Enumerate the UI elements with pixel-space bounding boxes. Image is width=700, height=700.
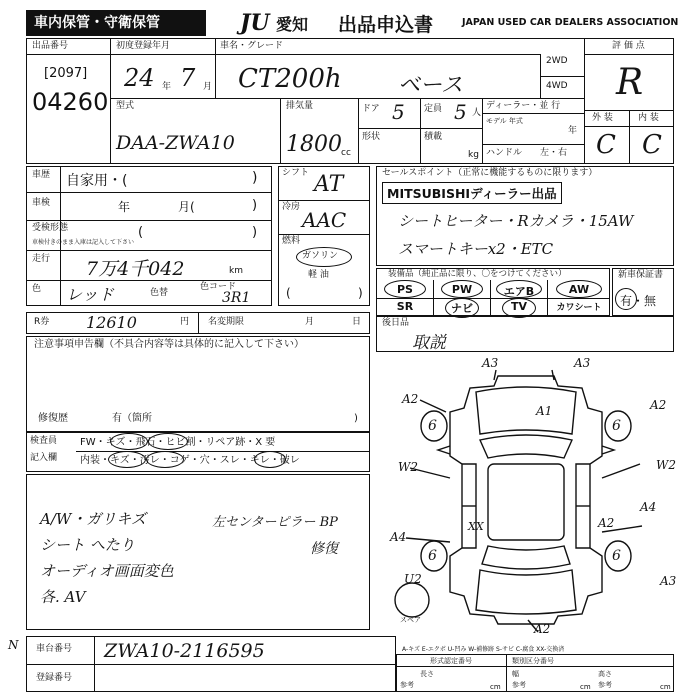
damage-mark-a3-rear: A3 <box>660 574 677 588</box>
mark-chip-circle <box>148 433 188 450</box>
shift-label: シフト <box>282 168 310 178</box>
exterior-score: C <box>596 130 616 160</box>
mileage-value: 7万4千042 <box>86 258 185 280</box>
length-cm: cm <box>490 683 501 691</box>
car-roof <box>488 464 564 540</box>
repair-close: ) <box>354 413 358 424</box>
ac-value: AAC <box>302 208 347 232</box>
remark-right-2: 修復 <box>310 541 338 557</box>
inspector-row-1: FW・キズ・飛石・ヒビ割・リペア跡・X 要 <box>80 437 276 448</box>
displacement-label: 排気量 <box>286 101 314 111</box>
model-year-label: モデル 年式 <box>486 117 523 125</box>
color-code-value: 3R1 <box>222 290 251 306</box>
fuel-close: ) <box>358 286 363 300</box>
height-cm: cm <box>660 683 671 691</box>
car-outline <box>450 376 602 624</box>
equip-aw-circle <box>556 280 602 298</box>
inspection-close: ) <box>252 198 258 213</box>
mark-wear-circle <box>254 451 286 468</box>
ac-label: 冷房 <box>282 202 301 212</box>
car-rear-window <box>482 546 570 569</box>
org-name: 愛知 <box>276 15 309 34</box>
damage-mark-xx-pillar: XX <box>468 520 484 533</box>
damage-mark-w2-right: W2 <box>656 458 676 472</box>
ju-logo: JU <box>240 10 270 36</box>
damage-legend: A-キズ E-エクボ U-凹み W-補修跡 S-サビ C-腐食 XX-交換済 <box>402 646 565 653</box>
car-trunk <box>476 570 576 614</box>
type-label: 型式 <box>116 101 135 111</box>
recycle-unit: 円 <box>180 317 190 327</box>
width-label: 幅 <box>512 670 519 678</box>
name-change-label: 名変期限 <box>208 317 245 327</box>
damage-mark-a3-front-right: A3 <box>574 356 591 370</box>
car-windshield <box>480 435 572 458</box>
grade-score: R <box>616 62 644 103</box>
tire-rr-value: 6 <box>612 548 621 564</box>
form-cert-label: 形式認定番号 <box>430 657 472 665</box>
model-year-unit: 年 <box>568 126 578 136</box>
damage-mark-a1-hood: A1 <box>536 404 553 418</box>
sales-line-1: シートヒーター・Rカメラ・15AW <box>398 212 634 230</box>
registration-year-unit: 年 <box>162 82 172 92</box>
sales-line-2: スマートキーx2・ETC <box>398 240 554 258</box>
equip-navi-circle <box>445 298 479 318</box>
dealer-label: ディーラー・並 行 <box>486 101 561 111</box>
tire-fr-value: 6 <box>612 418 621 434</box>
sales-label: セールスポイント（正常に機能するものに限ります） <box>382 168 598 178</box>
damage-mark-w2-left: W2 <box>398 460 418 474</box>
drive-4wd[interactable]: 4WD <box>546 81 568 91</box>
equip-ps-circle <box>384 280 426 298</box>
inspector-row-2: 内装・キズ・汚レ・コゲ・穴・スレ・キレ・破レ <box>80 455 300 466</box>
registration-year: 24 <box>124 64 155 92</box>
length-label: 長さ <box>420 670 434 678</box>
color-code-label: 色コード <box>200 282 237 292</box>
model-grade: ベース <box>398 73 463 98</box>
notes-label: 注意事項申告欄（不具合内容等は具体的に記入して下さい） <box>34 339 304 350</box>
capacity-value: 5 <box>454 100 467 124</box>
inspection-month: 月( <box>178 200 195 214</box>
receipt-paren: ( <box>138 225 144 240</box>
door-label: ドア <box>362 104 380 114</box>
name-change-day: 日 <box>352 317 362 327</box>
type-class-label: 類別区分番号 <box>512 657 554 665</box>
model-label: 車名・グレード <box>220 41 284 51</box>
damage-mark-a2-rear-bumper: A2 <box>534 622 551 636</box>
recycle-label: R券 <box>34 317 50 327</box>
equip-sr[interactable]: SR <box>396 300 414 313</box>
inspection-year: 年 <box>118 200 131 214</box>
color-change-label: 色替 <box>150 288 169 298</box>
handle-options[interactable]: 左・右 <box>540 148 568 158</box>
car-diagram <box>376 352 677 652</box>
equip-ps[interactable]: PS <box>397 283 413 296</box>
history-value: 自家用・( <box>66 173 128 189</box>
lot-label: 出品番号 <box>32 41 69 51</box>
margin-mark: N <box>8 638 19 652</box>
capacity-unit: 人 <box>472 108 482 118</box>
repair-value: 有（箇所 <box>112 413 152 424</box>
shape-label: 形状 <box>362 132 381 142</box>
lot-number: 04260 <box>32 88 109 116</box>
receipt-label: 受検形態 <box>32 223 69 233</box>
equip-tv-circle <box>502 298 536 318</box>
mileage-unit: km <box>229 266 243 276</box>
tire-rl-value: 6 <box>428 548 437 564</box>
height-ref-label: 参考 <box>598 681 612 689</box>
recycle-value: 12610 <box>86 313 137 332</box>
capacity-label: 定員 <box>424 104 443 114</box>
fuel-label: 燃料 <box>282 236 301 246</box>
load-unit: kg <box>468 150 479 160</box>
name-change-month: 月 <box>305 317 315 327</box>
chassis-label: 車台番号 <box>36 644 73 654</box>
fuel-diesel[interactable]: 軽 油 <box>308 270 329 280</box>
interior-label: 内 装 <box>638 113 659 123</box>
equip-airbag[interactable]: エアB <box>503 285 535 298</box>
displacement-value: 1800 <box>286 132 342 157</box>
spare-label: スペア <box>400 616 421 624</box>
remark-line-3: オーディオ画面変色 <box>40 562 174 580</box>
damage-mark-a2-right-door: A2 <box>598 516 615 530</box>
displacement-unit: cc <box>341 148 351 158</box>
sales-badge: MITSUBISHIディーラー出品 <box>382 182 562 204</box>
tire-fl-value: 6 <box>428 418 437 434</box>
receipt-note: 車検付きのまま入庫は記入して下さい <box>32 239 135 246</box>
damage-mark-a2-front-corner: A2 <box>402 392 419 406</box>
mark-scratch-circle-2 <box>108 451 146 468</box>
entry-label: 記入欄 <box>30 453 58 463</box>
shift-value: AT <box>314 172 344 197</box>
fuel-paren: ( <box>286 286 291 300</box>
equip-tv[interactable]: TV <box>510 300 528 313</box>
damage-mark-a4-right: A4 <box>640 500 657 514</box>
type-value: DAA-ZWA10 <box>116 132 235 154</box>
mileage-label: 走行 <box>32 254 51 264</box>
color-value: レッド <box>66 285 114 304</box>
damage-mark-a3-front-left: A3 <box>482 356 499 370</box>
equip-aw[interactable]: AW <box>568 283 590 296</box>
width-cm: cm <box>580 683 591 691</box>
damage-mark-a4-left: A4 <box>390 530 407 544</box>
interior-score: C <box>642 130 662 160</box>
history-label: 車歴 <box>32 170 51 180</box>
registration-label: 初度登録年月 <box>116 41 171 51</box>
remark-line-2: シート へたり <box>40 536 135 554</box>
inspection-label: 車検 <box>32 198 51 208</box>
org-english: JAPAN USED CAR DEALERS ASSOCIATION <box>462 17 679 28</box>
storage-label: 車内保管・守衛保管 <box>26 10 206 36</box>
history-close: ) <box>252 170 258 186</box>
form-title: 出品申込書 <box>338 14 434 36</box>
color-label: 色 <box>32 284 42 294</box>
records-label: 後日品 <box>382 318 410 328</box>
notes-block <box>26 336 370 432</box>
inspector-label: 検査員 <box>30 436 58 446</box>
remark-line-1: A/W・ガリキズ <box>40 510 147 528</box>
load-label: 積載 <box>424 132 443 142</box>
receipt-close: ) <box>252 225 258 240</box>
repair-label: 修復歴 <box>38 413 68 424</box>
chassis-value: ZWA10-2116595 <box>104 640 265 662</box>
remark-right-1: 左センターピラー BP <box>212 515 338 530</box>
wheel-spare <box>395 583 429 617</box>
records-value: 取説 <box>412 333 446 353</box>
drive-2wd[interactable]: 2WD <box>546 56 568 66</box>
registration-month: 7 <box>180 64 196 92</box>
handle-label: ハンドル <box>486 148 523 158</box>
registration-month-unit: 月 <box>203 82 213 92</box>
remark-line-4: 各. AV <box>40 588 86 606</box>
door-value: 5 <box>392 100 405 124</box>
warranty-label: 新車保証書 <box>618 270 664 280</box>
lot-sub-number: [2097] <box>44 66 88 81</box>
model-name: CT200h <box>238 64 342 94</box>
mark-dirt-circle <box>146 451 184 468</box>
grade-label: 評 価 点 <box>612 41 645 51</box>
warranty-yes-circle <box>615 288 637 310</box>
equip-navi[interactable]: ナビ <box>451 302 473 315</box>
warranty-options[interactable]: 有・無 <box>620 294 657 308</box>
car-hood <box>476 387 576 434</box>
fuel-gasoline[interactable]: ガソリン <box>302 251 339 261</box>
equip-pw-circle <box>441 280 483 298</box>
width-ref-label: 参考 <box>512 681 526 689</box>
mark-scratch-circle-1 <box>110 433 148 450</box>
exterior-label: 外 装 <box>592 113 613 123</box>
damage-mark-a2-right-front: A2 <box>650 398 667 412</box>
equip-airbag-circle <box>496 280 542 298</box>
damage-mark-u2-spare: U2 <box>404 572 422 586</box>
registration-number-label: 登録番号 <box>36 673 73 683</box>
equip-leather-seat[interactable]: カワシート <box>556 303 602 313</box>
height-label: 高さ <box>598 670 612 678</box>
equip-pw[interactable]: PW <box>451 283 473 296</box>
length-ref-label: 参考 <box>400 681 414 689</box>
equipment-label: 装備品（純正品に限り、〇をつけてください） <box>388 269 567 279</box>
